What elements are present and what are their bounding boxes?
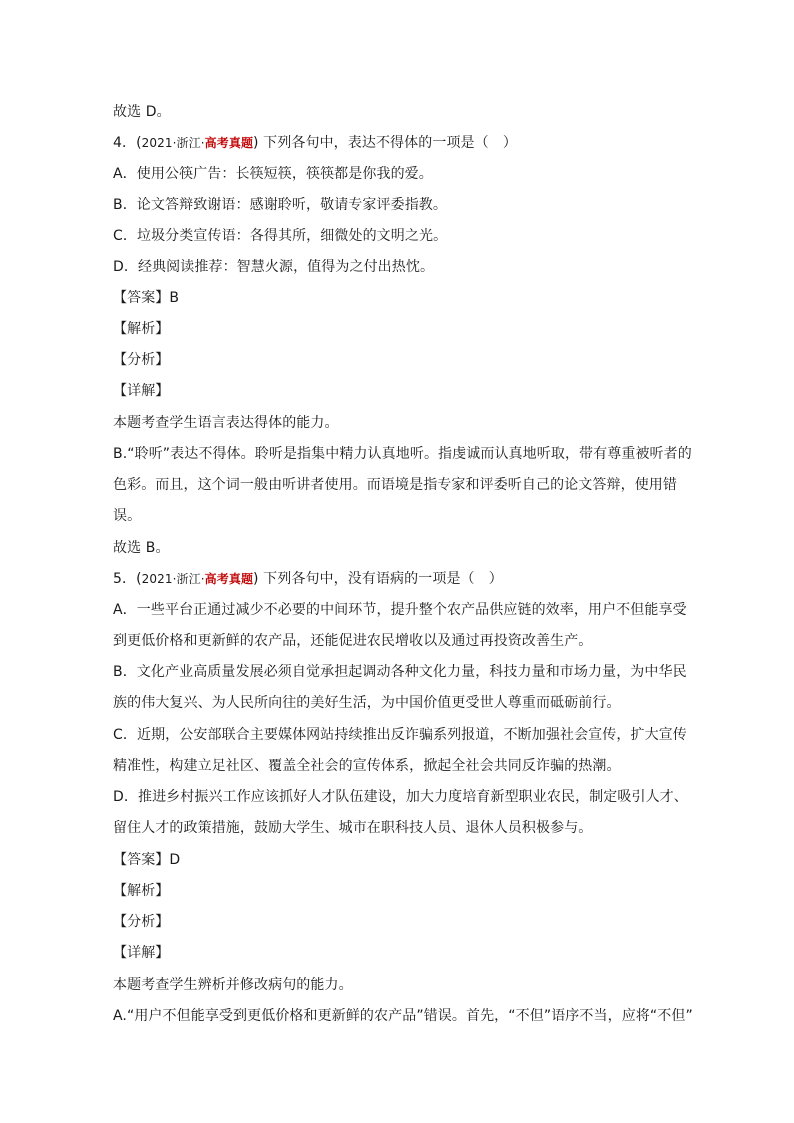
question-4-stem: ) 下列各句中，表达不得体的一项是（ ） <box>253 135 517 151</box>
question-4-number: 4．( <box>113 135 142 151</box>
question-5-option-a-line-2: 到更低价格和更新鲜的农产品，还能促进农民增收以及通过再投资改善生产。 <box>113 633 593 649</box>
question-5-header <box>113 570 688 588</box>
question-4-explanation-1: 本题考查学生语言表达得体的能力。 <box>113 415 339 431</box>
question-5-stem: ) 下列各句中，没有语病的一项是（ ） <box>253 571 503 587</box>
question-5-source-tag: 高考真题 <box>204 572 254 586</box>
question-5-option-a-line-1: A．一些平台正通过减少不必要的中间环节，提升整个农产品供应链的效率，用户不但能享受 <box>113 602 687 618</box>
question-4-source-tag: 高考真题 <box>204 136 254 150</box>
question-5-explanation-2: A.“用户不但能享受到更低价格和更新鲜的农产品”错误。首先，“不但”语序不当，应将“不但” <box>113 1008 693 1024</box>
question-5-detail-heading: 【详解】 <box>113 945 170 961</box>
question-4-option-d: D．经典阅读推荐：智慧火源，值得为之付出热忱。 <box>113 259 435 275</box>
question-4-option-b: B．论文答辩致谢语：感谢聆听，敬请专家评委指教。 <box>113 197 448 213</box>
question-4-explanation-2: B.“聆听”表达不得体。聆听是指集中精力认真地听。指虔诚而认真地听取，带有尊重被听者的 <box>113 446 692 462</box>
question-5-explanation-1: 本题考查学生辨析并修改病句的能力。 <box>113 977 353 993</box>
question-4-header <box>113 134 688 152</box>
question-4-detail-heading: 【详解】 <box>113 383 170 399</box>
previous-conclusion: 故选 D。 <box>113 104 171 120</box>
question-4-conclusion: 故选 B。 <box>113 540 170 556</box>
question-4-explanation-4: 误。 <box>113 508 142 524</box>
question-5-number: 5．( <box>113 571 142 587</box>
question-5-option-b-line-2: 族的伟大复兴、为人民所向往的美好生活，为中国价值更受世人尊重而砥砺前行。 <box>113 695 621 711</box>
question-5-source: 2021·浙江· <box>141 572 205 586</box>
question-5-analysis-heading: 【解析】 <box>113 883 170 899</box>
question-5-option-b-line-1: B．文化产业高质量发展必须自觉承担起调动各种文化力量，科技力量和市场力量，为中华民 <box>113 664 687 680</box>
question-5-fenxi-heading: 【分析】 <box>113 914 170 930</box>
question-5-option-c-line-2: 精准性，构建立足社区、覆盖全社会的宣传体系，掀起全社会共同反诈骗的热潮。 <box>113 758 621 774</box>
question-4-analysis-heading: 【解析】 <box>113 321 170 337</box>
question-4-option-a: A．使用公筷广告：长筷短筷，筷筷都是你我的爱。 <box>113 166 433 182</box>
question-4-explanation-3: 色彩。而且，这个词一般由听讲者使用。而语境是指专家和评委听自己的论文答辩，使用错 <box>113 477 677 493</box>
question-5-option-c-line-1: C．近期，公安部联合主要媒体网站持续推出反诈骗系列报道，不断加强社会宣传，扩大宣传 <box>113 727 687 743</box>
question-4-option-c: C．垃圾分类宣传语：各得其所，细微处的文明之光。 <box>113 228 448 244</box>
question-4-fenxi-heading: 【分析】 <box>113 352 170 368</box>
question-5-answer: 【答案】D <box>113 852 181 868</box>
question-5-option-d-line-2: 留住人才的政策措施，鼓励大学生、城市在职科技人员、退休人员积极参与。 <box>113 820 593 836</box>
question-5-option-d-line-1: D．推进乡村振兴工作应该抓好人才队伍建设，加大力度培育新型职业农民，制定吸引人才、 <box>113 789 688 805</box>
question-4-answer: 【答案】B <box>113 290 180 306</box>
question-4-source: 2021·浙江· <box>141 136 205 150</box>
